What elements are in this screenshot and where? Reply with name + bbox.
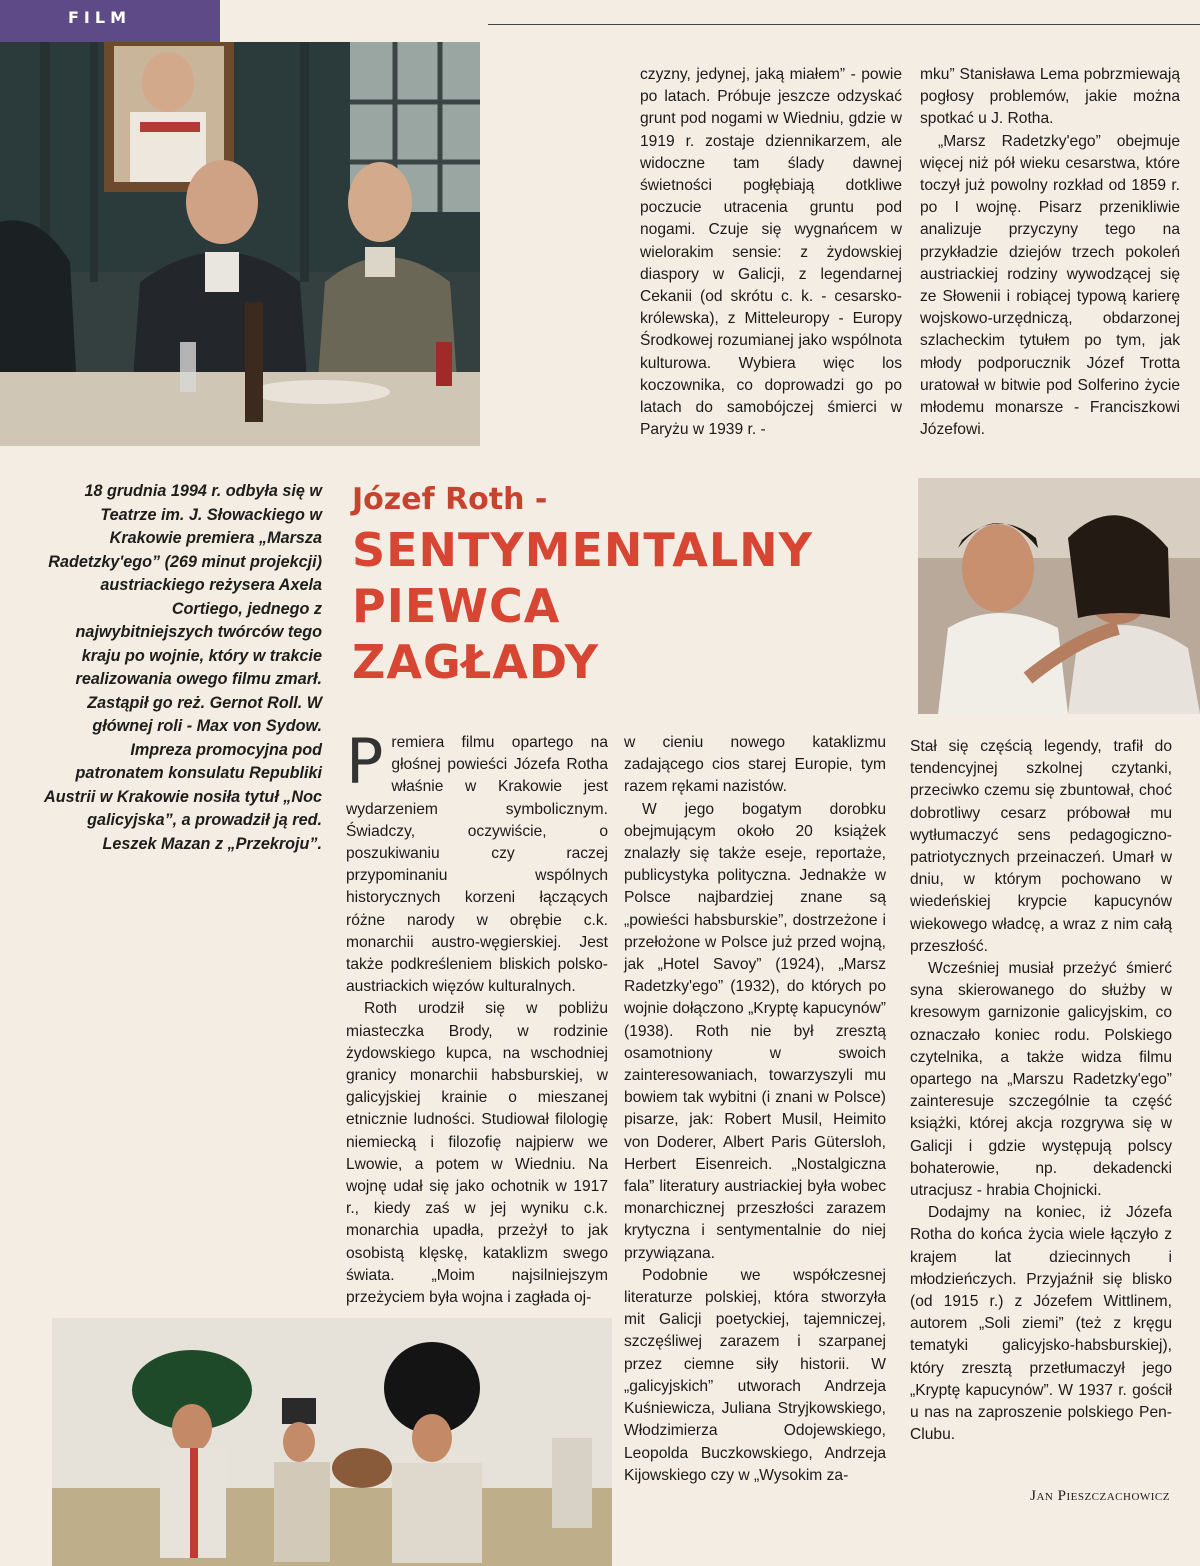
author-byline: Jan Pieszczachowicz: [1030, 1488, 1170, 1504]
body-column-2: [624, 732, 886, 1487]
lead-paragraph: 18 grudnia 1994 r. odbyła się w Teatrze im. J. Słowackiego w Krakowie premiera „Marsza Radetzky'ego” (269 minut projekcji) austriackiego reżysera Axela Cortiego, jednego z najwybitniejszych twórców tego kraju po wojnie, który w trakcie realizowania owego filmu zmarł. Zastąpił go reż. Gernot Roll. W głównej roli - Max von Sydow. Impreza promocyjna pod patronatem konsulatu Republiki Austrii w Krakowie nosiła tytuł „Noc galicyjska”, a prowadził ją red. Leszek Mazan z „Przekroju”.: [44, 482, 322, 853]
body-column-3: [910, 736, 1172, 1447]
paragraph: mku” Stanisława Lema pobrzmiewają pogłosy problemów, jakie można spotkać u J. Rotha.: [920, 66, 1180, 128]
photo-couple-scene: [918, 478, 1200, 714]
paragraph: Wcześniej musiał przeżyć śmierć syna skierowanego do służby w kresowym garnizonie galicyjskim, co oznaczało koniec rodu. Polskiego czytelnika, a także widza filmu opartego na „Marszu Radetzky'ego” zainteresuje szczególnie ta część książki, której akcja rozgrywa się w Galicji i gdzie występują polscy bohaterowie, np. dekadencki utracjusz - hrabia Chojnicki.: [910, 960, 1172, 1200]
headline-kicker: Józef Roth -: [352, 482, 548, 517]
headline-line-1: SENTYMENTALNY: [352, 523, 813, 577]
paragraph: czyzny, jedynej, jaką miałem” - powie po latach. Próbuje jeszcze odzyskać grunt pod nogami w Wiedniu, gdzie w 1919 r. zostaje dziennikarzem, ale widoczne tam ślady dawnej świetności pogłębiają dotkliwe poczucie utracenia gruntu pod nogami. Czuje się wygnańcem w wielorakim sensie: z żydowskiej diaspory w Galicji, z legendarnej Cekanii (od skrótu c. k. - cesarsko-królewska), z Mitteleuropy - Europy Środkowej rozumianej jako wspólnota kulturowa. Wybiera więc los koczownika, co doprowadzi go po latach do samobójczej śmierci w Paryżu w 1939 r. -: [640, 66, 902, 439]
headline-line-3: ZAGŁADY: [352, 635, 599, 689]
section-label: FILM: [0, 0, 220, 42]
paragraph: Dodajmy na koniec, iż Józefa Rotha do końca życia wiele łączyło z krajem lat dziecinnych i młodzieńczych. Przyjaźnił się blisko (od 1915 r.) z Józefem Wittlinem, autorem „Soli ziemi” (też z kręgu tematyki galicyjsko-habsburskiej), który zresztą przetłumaczył jego „Kryptę kapucynów”. W 1937 r. gościł u nas na zaproszenie polskiego Pen-Clubu.: [910, 1204, 1172, 1444]
paragraph: „Marsz Radetzky'ego” obejmuje więcej niż pół wieku cesarstwa, które toczył już powolny rozkład od 1859 r. po I wojnę. Pisarz przenikliwie analizuje przyczyny tego na przykładzie dziejów trzech pokoleń austriackiej rodziny wywodzącej się ze Słowenii i robiącej typową karierę wojskowo-urzędniczą, obdarzonej szlacheckim tytułem po tym, jak młody podporucznik Józef Trotta uratował w bitwie pod Solferino życie młodemu monarsze - Franciszkowi Józefowi.: [920, 132, 1180, 439]
body-column-1: [346, 725, 608, 1309]
photo-dining-scene: [0, 42, 480, 446]
paragraph: Stał się częścią legendy, trafił do tendencyjnej szkolnej czytanki, przeciwko czemu się zbuntował, choć dobrotliwy cesarz próbował mu wytłumaczyć sens pedagogiczno-patriotycznych przeinaczeń. Umarł w dniu, w którym pochowano w wiedeńskiej krypcie kapucynów wiekowego władcę, a wraz z nim całą przeszłość.: [910, 738, 1172, 955]
top-column-2: [920, 64, 1180, 441]
paragraph: Podobnie we współczesnej literaturze polskiej, która stworzyła mit Galicji poetyckiej, tajemniczej, szczęśliwej zarazem i szarpanej przez ciemne siły historii. W „galicyjskich” utworach Andrzeja Kuśniewicza, Juliana Stryjkowskiego, Włodzimierza Odojewskiego, Leopolda Buczkowskiego, Andrzeja Kijowskiego czy w „Wysokim za-: [624, 1266, 886, 1484]
top-column-1: [640, 64, 902, 441]
headline: [352, 478, 872, 690]
header-rule: [488, 24, 1200, 25]
paragraph: w cieniu nowego kataklizmu zadającego cios starej Europie, tym razem rękami nazistów.: [624, 734, 886, 796]
headline-line-2: PIEWCA: [352, 579, 561, 633]
paragraph: Premiera filmu opartego na głośnej powieści Józefa Rotha właśnie w Krakowie jest wydarzeniem symbolicznym. Świadczy, oczywiście, o poszukiwaniu czy raczej przypominaniu wspólnych historycznych korzeni łączących różne narody w obrębie c.k. monarchii austro-węgierskiej. Jest także podkreśleniem bliskich polsko-austriackich więzów kulturalnych.: [346, 725, 608, 996]
drop-cap: P: [346, 725, 384, 798]
paragraph: Roth urodził się w pobliżu miasteczka Brody, w rodzinie żydowskiego kupca, na wschodniej granicy monarchii habsburskiej, w galicyjskiej krainie o mieszanej etnicznie ludności. Studiował filologię niemiecką i filozofię najpierw we Lwowie, a potem w Wiedniu. Na wojnę udał się jako ochotnik w 1917 r., kiedy zaś w jej wyniku c.k. monarchia upadła, przeżył to jak osobistą klęskę, kataklizm swego świata. „Moim najsilniejszym przeżyciem była wojna i zagłada oj-: [346, 1000, 608, 1307]
photo-soldiers-scene: [52, 1318, 612, 1566]
paragraph: W jego bogatym dorobku obejmującym około 20 książek znalazły się także eseje, reportaże, publicystyka polityczna. Jednakże w Polsce najbardziej znane są „powieści habsburskie”, dostrzeżone i przełożone w Polsce już przed wojną, jak „Hotel Savoy” (1924), „Marsz Radetzky'ego” (1932), do których po wojnie dołączono „Kryptę kapucynów” (1938). Roth nie był zresztą osamotniony w swoich zainteresowaniach, towarzyszyli mu bowiem tak wybitni (i znani w Polsce) pisarze, jak: Robert Musil, Heimito von Doderer, Albert Paris Gütersloh, Herbert Eisenreich. „Nostalgiczna fala” literatury austriackiej była wobec monarchicznej przeszłości zarazem krytyczna i sentymentalnie do niej przywiązana.: [624, 800, 886, 1262]
